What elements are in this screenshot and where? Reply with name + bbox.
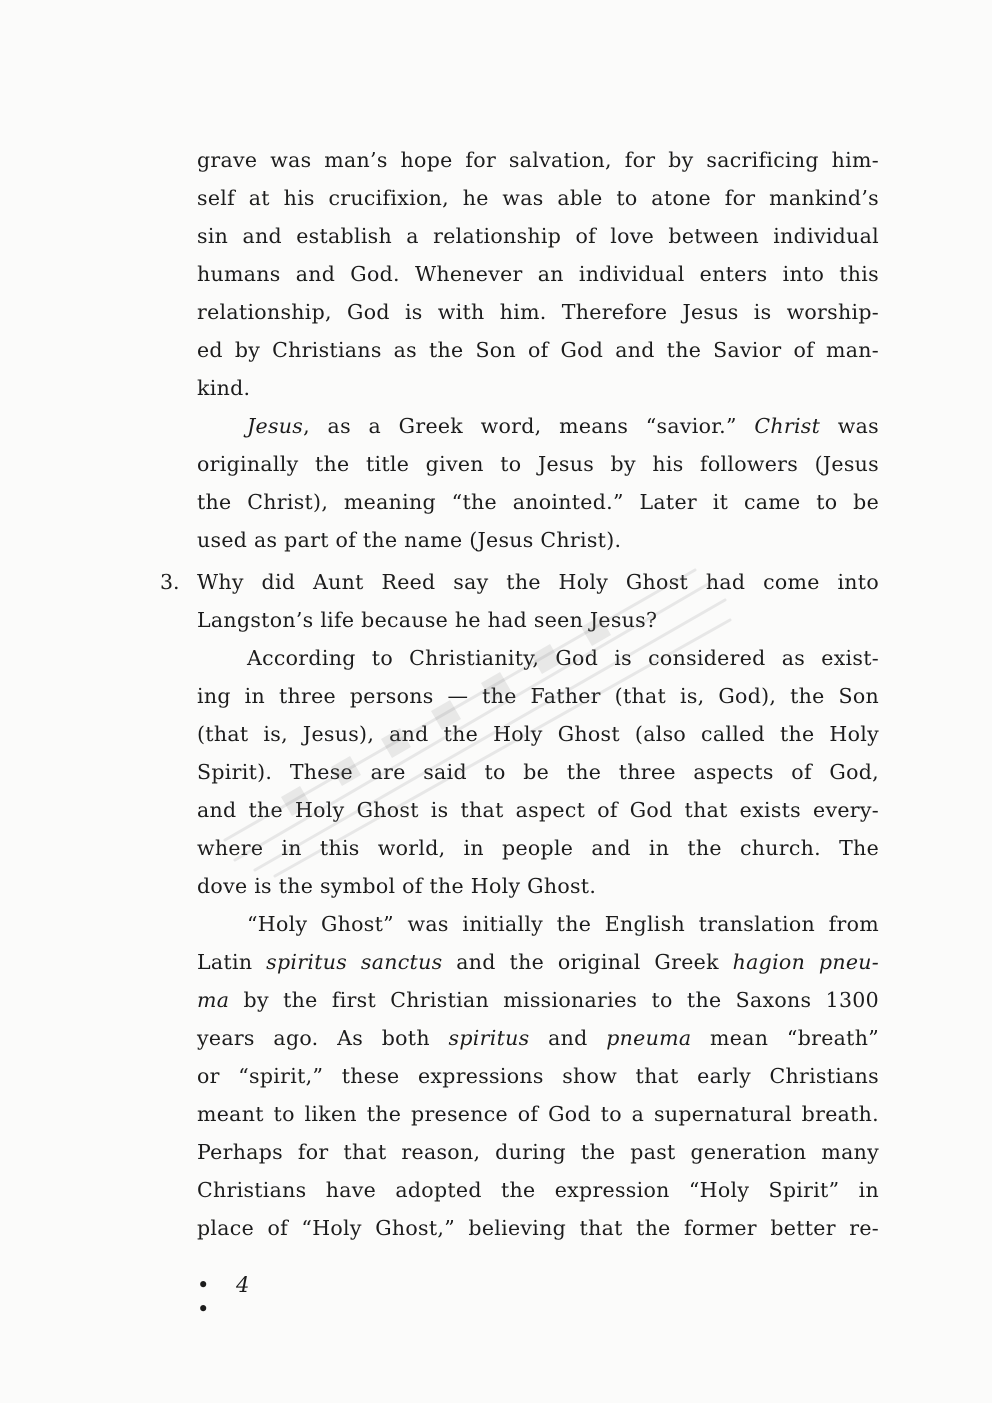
text-line <box>197 950 879 974</box>
text-line: originally the title given to Jesus by his followers (Jesus <box>197 452 879 476</box>
text-span: by the first Christian missionaries to the Saxons 1300 <box>229 988 879 1012</box>
text-line: meant to liken the presence of God to a supernatural breath. <box>197 1102 879 1126</box>
text-line <box>197 988 879 1012</box>
italic-term: spiritus sanctus <box>266 950 443 974</box>
question-line: Langston’s life because he had seen Jesus? <box>197 608 658 632</box>
text-line: place of “Holy Ghost,” believing that the former better re- <box>197 1216 879 1240</box>
text-line: used as part of the name (Jesus Christ). <box>197 528 622 552</box>
text-line: Perhaps for that reason, during the past generation many <box>197 1140 879 1164</box>
text-line: where in this world, in people and in the church. The <box>197 836 879 860</box>
text-line: or “spirit,” these expressions show that early Christians <box>197 1064 879 1088</box>
text-line: Spirit). These are said to be the three aspects of God, <box>197 760 879 784</box>
text-line: dove is the symbol of the Holy Ghost. <box>197 874 597 898</box>
text-line: self at his crucifixion, he was able to atone for mankind’s <box>197 186 879 210</box>
text-line: grave was man’s hope for salvation, for by sacrificing him- <box>197 148 879 172</box>
italic-term: pneuma <box>606 1026 692 1050</box>
text-line: ed by Christians as the Son of God and the Savior of man- <box>197 338 879 362</box>
text-line: kind. <box>197 376 251 400</box>
text-line: “Holy Ghost” was initially the English translation from <box>247 912 879 936</box>
question-number: 3. <box>160 570 180 594</box>
text-line: relationship, God is with him. Therefore Jesus is worship- <box>197 300 879 324</box>
text-span: Latin <box>197 950 267 974</box>
italic-term: hagion pneu- <box>732 950 879 974</box>
text-line: sin and establish a relationship of love between individual <box>197 224 879 248</box>
text-line: ing in three persons — the Father (that is, God), the Son <box>197 684 879 708</box>
text-line: the Christ), meaning “the anointed.” Later it came to be <box>197 490 879 514</box>
text-span: was <box>820 414 879 438</box>
page-number: • 4 • <box>197 1273 260 1321</box>
text-span: , as a Greek word, means “savior.” <box>303 414 755 438</box>
text-span: mean “breath” <box>691 1026 879 1050</box>
italic-term: Christ <box>754 414 821 438</box>
question-line: Why did Aunt Reed say the Holy Ghost had come into <box>197 570 879 594</box>
italic-term: spiritus <box>448 1026 530 1050</box>
text-line: Christians have adopted the expression “Holy Spirit” in <box>197 1178 879 1202</box>
text-line: According to Christianity, God is considered as exist- <box>247 646 879 670</box>
text-line: and the Holy Ghost is that aspect of God that exists every- <box>197 798 879 822</box>
text-span: and the original Greek <box>442 950 733 974</box>
text-span: and <box>529 1026 607 1050</box>
text-line <box>247 414 879 438</box>
text-line <box>197 1026 879 1050</box>
italic-term: Jesus <box>247 414 304 438</box>
text-span: years ago. As both <box>197 1026 449 1050</box>
text-line: humans and God. Whenever an individual enters into this <box>197 262 879 286</box>
text-line: (that is, Jesus), and the Holy Ghost (also called the Holy <box>197 722 879 746</box>
italic-term: ma <box>197 988 230 1012</box>
